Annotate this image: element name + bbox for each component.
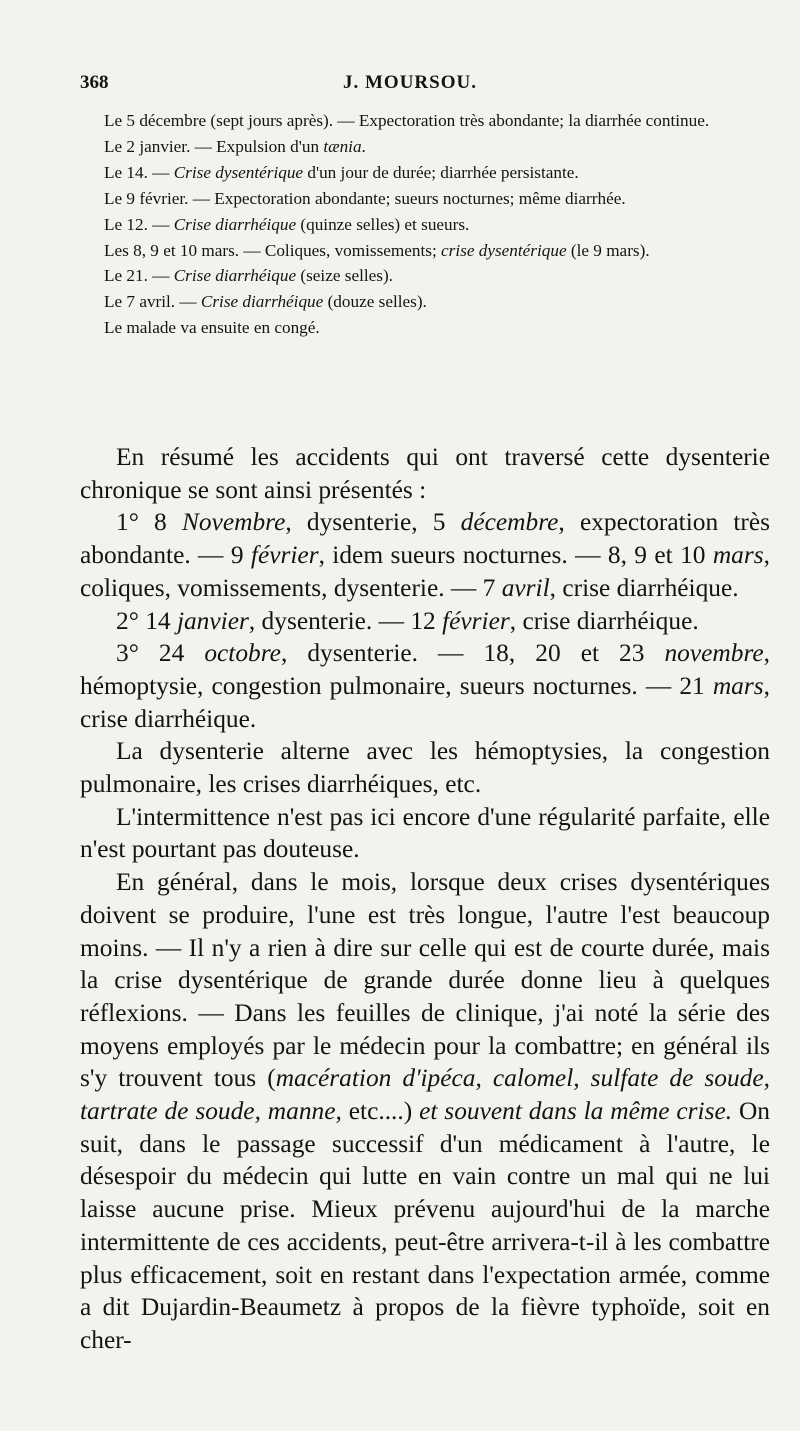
running-title: J. MOURSOU. [343, 72, 477, 93]
paragraph: En résumé les accidents qui ont traversé cette dysenterie chronique se sont ainsi présentés : [80, 443, 770, 504]
log-entry: Le 14. — Crise dysentérique d'un jour de durée; diarrhée persistante. [104, 162, 579, 182]
log-entry: Le 2 janvier. — Expulsion d'un tænia. [104, 136, 366, 156]
log-entry: Le 5 décembre (sept jours après). — Expectoration très abondante; la diarrhée continue. [104, 111, 710, 130]
paragraph: 3° 24 octobre, dysenterie. — 18, 20 et 23 novembre, hémoptysie, congestion pulmonaire, sueurs nocturnes. — 21 mars, crise diarrhéique. [80, 639, 771, 733]
case-log [80, 108, 770, 341]
paragraph: L'intermittence n'est pas ici encore d'une régularité parfaite, elle n'est pourtant pas douteuse. [80, 802, 770, 864]
summary-text [80, 441, 770, 1357]
log-entry: Le 7 avril. — Crise diarrhéique (douze selles). [104, 292, 427, 312]
paragraph: 2° 14 janvier, dysenterie. — 12 février, crise diarrhéique. [116, 606, 699, 635]
log-entry: Les 8, 9 et 10 mars. — Coliques, vomissements; crise dysentérique (le 9 mars). [104, 240, 650, 260]
log-entry: Le 12. — Crise diarrhéique (quinze selles) et sueurs. [104, 214, 470, 234]
log-entry: Le 21. — Crise diarrhéique (seize selles). [104, 266, 393, 286]
page-number: 368 [80, 72, 109, 93]
page-header [80, 72, 740, 102]
paragraph: 1° 8 Novembre, dysenterie, 5 décembre, expectoration très abondante. — 9 février, idem sueurs nocturnes. — 8, 9 et 10 mars, coliques, vomissements, dysenterie. — 7 avril, crise diarrhéique. [80, 508, 770, 602]
log-entry: Le 9 février. — Expectoration abondante; sueurs nocturnes; même diarrhée. [104, 188, 626, 208]
paragraph: En général, dans le mois, lorsque deux crises dysentériques doivent se produire, l'une est très longue, l'autre l'est beaucoup moins. — Il n'y a rien à dire sur celle qui est de courte durée, mais la crise dysentérique de grande durée donne lieu à quelques réflexions. — Dans les feuilles de clinique, j'ai noté la série des moyens employés par le médecin pour la combattre; en général ils s'y trouvent tous (macération d'ipéca, calomel, sulfate de soude, tartrate de soude, manne, etc....) et souvent dans la même crise. On suit, dans le passage successif d'un médicament à l'autre, le désespoir du médecin qui lutte en vain contre un mal qui ne lui laisse aucune prise. Mieux prévenu aujourd'hui de la marche intermittente de ces accidents, peut-être arrivera-t-il à les combattre plus efficacement, soit en restant dans l'expectation armée, comme a dit Dujardin-Beaumetz à propos de la fièvre typhoïde, soit en cher- [80, 868, 771, 1354]
paragraph: La dysenterie alterne avec les hémoptysies, la congestion pulmonaire, les crises diarrhéiques, etc. [80, 737, 770, 799]
log-entry: Le malade va ensuite en congé. [104, 318, 320, 338]
